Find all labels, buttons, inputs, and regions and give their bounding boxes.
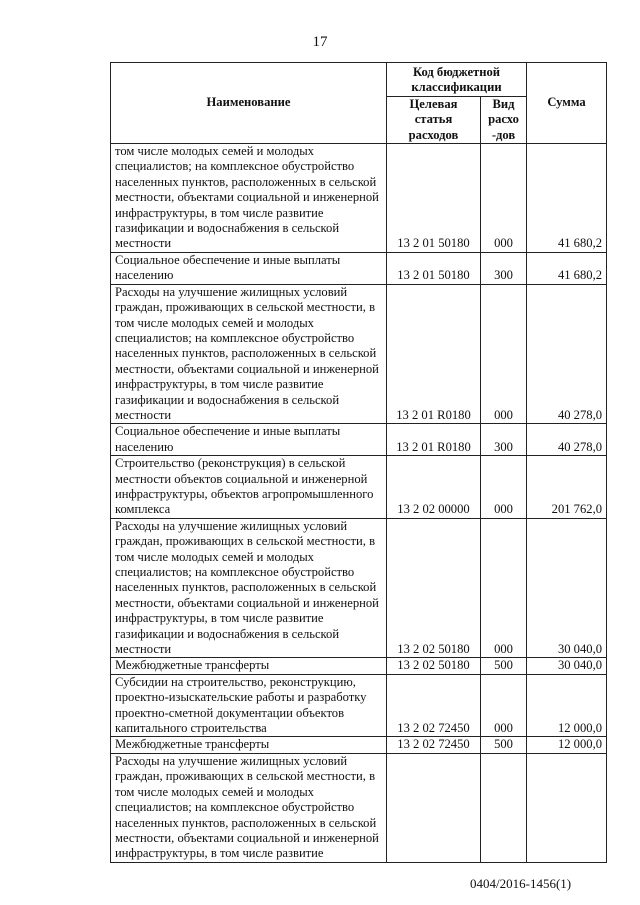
row-sum: 40 278,0 — [527, 424, 607, 456]
table-row — [111, 658, 607, 674]
row-type: 300 — [481, 252, 527, 284]
header-budget-code-group: Код бюджетной классификации — [387, 63, 527, 97]
row-sum: 30 040,0 — [527, 518, 607, 658]
row-name: Социальное обеспечение и иные выплаты населению — [111, 252, 387, 284]
table-row — [111, 737, 607, 753]
header-target-article: Целевая статья расходов — [387, 96, 481, 143]
row-name: Расходы на улучшение жилищных условий граждан, проживающих в сельской местности, в том числе молодых семей и молодых специалистов; на комплексное обустройство населенных пунктов, расположенных в сельской местности, объектами социальной и инженерной инфраструктуры, в том числе развитие газификации и водоснабжения в сельской местности — [111, 284, 387, 424]
row-type: 000 — [481, 144, 527, 253]
row-type: 500 — [481, 737, 527, 753]
row-code: 13 2 02 72450 — [387, 737, 481, 753]
row-name: Расходы на улучшение жилищных условий граждан, проживающих в сельской местности, в том числе молодых семей и молодых специалистов; на комплексное обустройство населенных пунктов, расположенных в сельской местности, объектами социальной и инженерной инфраструктуры, в том числе развитие газификации и водоснабжения в сельской местности — [111, 518, 387, 658]
table-row — [111, 284, 607, 424]
row-type: 000 — [481, 518, 527, 658]
budget-table — [110, 62, 607, 863]
row-type: 500 — [481, 658, 527, 674]
row-sum: 30 040,0 — [527, 658, 607, 674]
header-expense-type: Вид расхо -дов — [481, 96, 527, 143]
row-code: 13 2 01 R0180 — [387, 424, 481, 456]
row-type: 000 — [481, 284, 527, 424]
row-code: 13 2 01 50180 — [387, 144, 481, 253]
row-sum — [527, 753, 607, 862]
row-sum: 12 000,0 — [527, 737, 607, 753]
document-footer-code: 0404/2016-1456(1) — [470, 876, 572, 891]
row-name: Межбюджетные трансферты — [111, 658, 387, 674]
table-row — [111, 252, 607, 284]
page-number: 17 — [312, 34, 328, 50]
table-row — [111, 424, 607, 456]
row-code: 13 2 02 50180 — [387, 518, 481, 658]
table-body — [111, 144, 607, 863]
row-type: 000 — [481, 456, 527, 519]
row-sum: 41 680,2 — [527, 252, 607, 284]
row-sum: 41 680,2 — [527, 144, 607, 253]
row-sum: 201 762,0 — [527, 456, 607, 519]
header-name: Наименование — [111, 63, 387, 144]
row-code — [387, 753, 481, 862]
row-sum: 12 000,0 — [527, 674, 607, 737]
table-row — [111, 674, 607, 737]
table-row — [111, 753, 607, 862]
row-name: Субсидии на строительство, реконструкцию, проектно-изыскательские работы и разработку проектно-сметной документации объектов капитального строительства — [111, 674, 387, 737]
row-name: Межбюджетные трансферты — [111, 737, 387, 753]
row-code: 13 2 01 R0180 — [387, 284, 481, 424]
row-name: Социальное обеспечение и иные выплаты населению — [111, 424, 387, 456]
table-header — [111, 63, 607, 144]
row-sum: 40 278,0 — [527, 284, 607, 424]
row-type: 000 — [481, 674, 527, 737]
table-row — [111, 144, 607, 253]
table-row — [111, 456, 607, 519]
row-type — [481, 753, 527, 862]
row-name: Строительство (реконструкция) в сельской местности объектов социальной и инженерной инфраструктуры, объектов агропромышленного комплекса — [111, 456, 387, 519]
row-name: том числе молодых семей и молодых специалистов; на комплексное обустройство населенных пунктов, расположенных в сельской местности, объектами социальной и инженерной инфраструктуры, в том числе развитие газификации и водоснабжения в сельской местности — [111, 144, 387, 253]
row-name: Расходы на улучшение жилищных условий граждан, проживающих в сельской местности, в том числе молодых семей и молодых специалистов; на комплексное обустройство населенных пунктов, расположенных в сельской местности, объектами социальной и инженерной инфраструктуры, в том числе развитие — [111, 753, 387, 862]
row-code: 13 2 02 50180 — [387, 658, 481, 674]
row-code: 13 2 01 50180 — [387, 252, 481, 284]
header-sum: Сумма — [527, 63, 607, 144]
table-row — [111, 518, 607, 658]
row-code: 13 2 02 00000 — [387, 456, 481, 519]
row-type: 300 — [481, 424, 527, 456]
row-code: 13 2 02 72450 — [387, 674, 481, 737]
